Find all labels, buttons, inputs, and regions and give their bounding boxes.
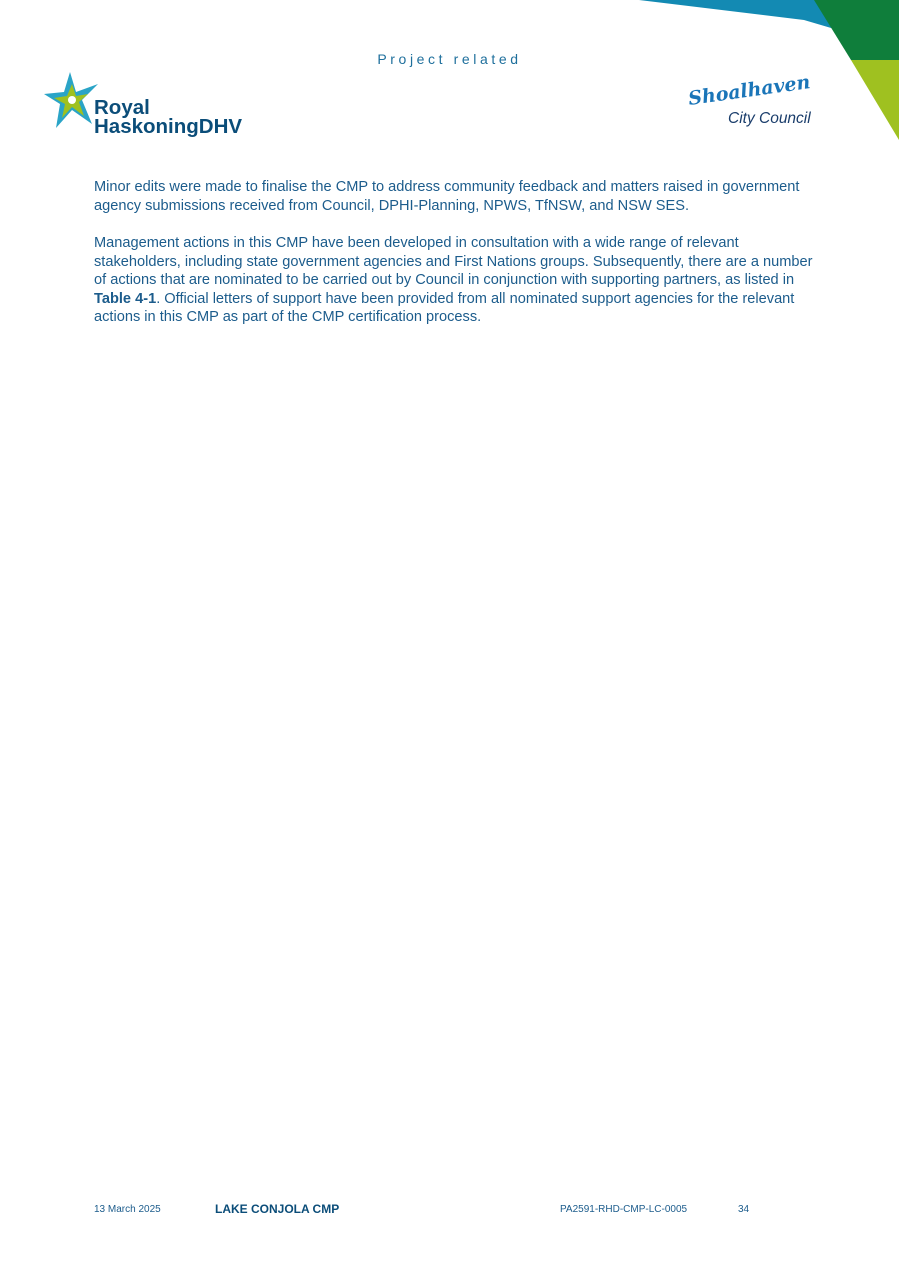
table-reference-link[interactable]: Table 4-1 [94, 290, 157, 307]
shoalhaven-logo-title: Shoalhaven [686, 71, 812, 110]
paragraph-2-text-a: Management actions in this CMP have been developed in consultation with a wide range of relevant stakeholders, including state government agencies and First Nations groups. Subsequently, there are a number of actions that are nominated to be carried out by Council in conjunction with supporting partners, as listed in [94, 235, 813, 288]
royal-haskoningdhv-logo [42, 70, 257, 148]
paragraph-1: Minor edits were made to finalise the CMP to address community feedback and matters raised in government agency submissions received from Council, DPHI-Planning, NPWS, TfNSW, and NSW SES. [94, 179, 800, 214]
shoalhaven-logo-subtitle: City Council [728, 110, 811, 127]
shoalhaven-city-council-logo [686, 71, 818, 136]
logo-text-line2: HaskoningDHV [94, 115, 243, 138]
footer-title: LAKE CONJOLA CMP [215, 1202, 340, 1216]
paragraph-2-text-b: . Official letters of support have been provided from all nominated support agencies for the relevant actions in this CMP as part of the CMP certification process. [94, 290, 795, 325]
document-classification: Project related [377, 51, 522, 67]
paragraph-2 [94, 234, 814, 327]
footer-document-code: PA2591-RHD-CMP-LC-0005 [560, 1204, 688, 1215]
body-text [94, 178, 814, 346]
footer-date: 13 March 2025 [94, 1204, 161, 1215]
star-logo-icon [42, 70, 102, 132]
logo-text-line1: Royal [94, 96, 150, 119]
footer-page-number: 34 [738, 1204, 750, 1215]
